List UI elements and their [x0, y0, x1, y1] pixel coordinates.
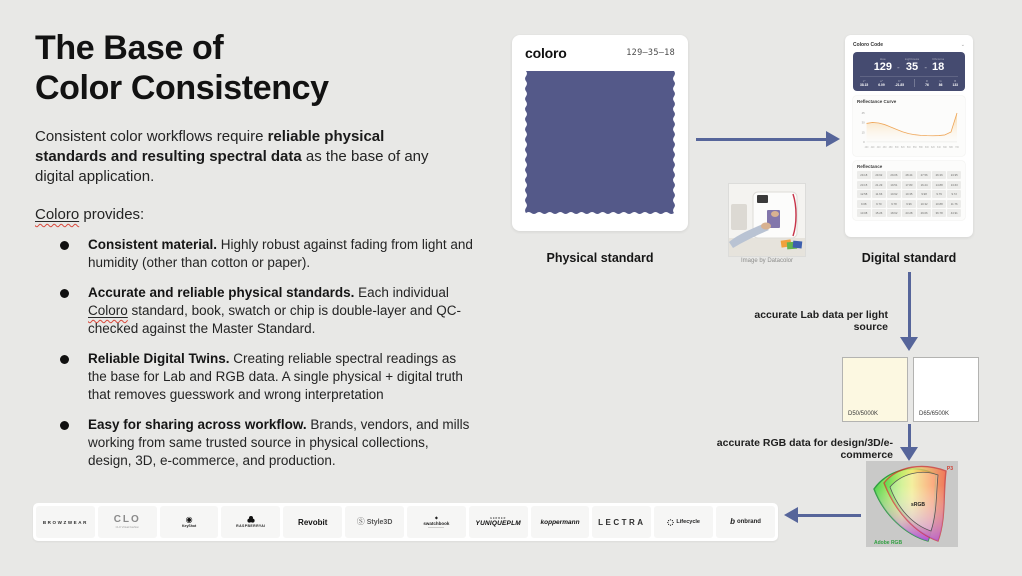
reflectance-value: 9.79: [932, 190, 946, 198]
x-axis-tick: 420: [870, 147, 875, 150]
logo-lifecycle: [654, 506, 713, 538]
provides-line: [35, 206, 144, 223]
reflectance-value: 9.70: [872, 200, 886, 208]
hue-value: 129: [873, 61, 893, 73]
onbrand-wordmark: onbrand: [736, 519, 761, 525]
lifecycle-dots-icon: [667, 519, 674, 526]
adobe-rgb-label: Adobe RGB: [874, 540, 903, 546]
lectra-wordmark: LECTRA: [598, 517, 646, 527]
partner-logo-strip: [33, 503, 778, 541]
bullet-1-lead: Consistent material.: [88, 237, 218, 252]
d65-label: D65/6500K: [919, 411, 950, 417]
reflectance-value: 17.83: [902, 181, 916, 189]
style3d-s-icon: Ⓢ: [356, 517, 365, 526]
intro-bold: reliable physical standards and resulting spectral data: [35, 128, 385, 165]
y-axis-tick: 0: [863, 141, 865, 145]
digital-card-header: [853, 42, 965, 48]
reflectance-value: 10.35: [902, 190, 916, 198]
onbrand-b-icon: b: [730, 517, 735, 526]
coloro-word: Coloro: [88, 303, 128, 319]
coloro-logo: coloro: [525, 45, 567, 61]
lightness-label: Lightness: [904, 57, 920, 61]
hlc-values: [859, 57, 959, 73]
reflectance-value: 13.08: [857, 209, 871, 217]
spectrophotometer-photo: [729, 184, 805, 256]
x-axis-tick: 560: [912, 147, 917, 150]
reflectance-value: 29.06: [917, 209, 931, 217]
arrow-digital-to-lightsources: [908, 272, 911, 338]
bullet-2-text: standard, book, swatch or chip is double-layer and QC-checked against the Master Standard.: [88, 303, 461, 336]
reflectance-value: 10.32: [917, 200, 931, 208]
panel-divider: [860, 76, 958, 77]
panel-metric: L* 38.15: [860, 79, 869, 88]
reflectance-value: 9.78: [887, 200, 901, 208]
arrow-lightsources-to-gamut: [908, 424, 911, 448]
color-code: 129—35—18: [626, 48, 675, 58]
reflectance-table: [857, 171, 961, 217]
chevron-down-icon: ⌄: [960, 41, 965, 48]
reflectance-table-section: [853, 161, 965, 220]
intro-post: as the base of any digital application.: [35, 147, 429, 185]
bullet-3-text: Creating reliable spectral readings as the base for Lab and RGB data. A single physical + digital truth that removes guesswork and wrong interpretation: [88, 351, 463, 402]
metric-divider: [914, 79, 915, 87]
bullet-4-text: Brands, vendors, and mills working from same trusted source in physical collections, design, 3D, e-commerce, and production.: [88, 417, 470, 468]
d50-swatch: [842, 357, 908, 422]
bullet-4-lead: Easy for sharing across workflow.: [88, 417, 307, 433]
d50-label: D50/5000K: [848, 411, 879, 417]
arrow-down-head-icon: [900, 337, 918, 351]
rgb-data-label: accurate RGB data for design/3D/e-commerce: [716, 437, 893, 461]
reflectance-value: 19.51: [887, 181, 901, 189]
intro-pre: Consistent color workflows require: [35, 128, 268, 145]
photo-caption: Image by Datacolor: [740, 258, 794, 264]
x-axis-tick: 520: [900, 147, 905, 150]
color-values-panel: [853, 52, 965, 91]
x-axis-tick: 440: [876, 147, 881, 150]
hue-group: [874, 57, 892, 73]
logo-yuniqueplm: [469, 506, 528, 538]
reflectance-value: 18.62: [887, 209, 901, 217]
provides-rest: provides:: [79, 206, 145, 223]
bullet-3-lead: Reliable Digital Twins.: [88, 351, 230, 367]
clo-subtext: CLO Virtual Fashion: [115, 526, 139, 529]
y-axis-tick: 15: [861, 131, 865, 135]
x-axis-tick: 480: [888, 147, 893, 150]
arrow-physical-to-digital: [696, 138, 826, 141]
logo-revobit: [283, 506, 342, 538]
bullet-list: [35, 236, 473, 482]
swatchbook-icon: ◆: [434, 515, 438, 520]
reflectance-value: 9.96: [902, 200, 916, 208]
chroma-group: [932, 57, 944, 73]
logo-style3d: [345, 506, 404, 538]
srgb-label: sRGB: [911, 502, 925, 508]
reflectance-value: 27.56: [917, 171, 931, 179]
x-axis-tick: 640: [937, 147, 941, 150]
gerber-subtext: GERBER: [490, 517, 507, 520]
spectrophotometer-illustration: [729, 184, 805, 256]
reflectance-value: 12.58: [857, 190, 871, 198]
panel-metric: b* -21.85: [894, 79, 905, 88]
chroma-label: Chroma: [932, 57, 945, 61]
digital-standard-label: Digital standard: [861, 251, 957, 265]
coloro-word: Coloro: [35, 206, 80, 223]
x-axis-tick: 600: [925, 147, 929, 150]
arrow-down-head-icon: [900, 447, 918, 461]
x-axis-tick: 460: [882, 147, 887, 150]
reflectance-value: 23.15: [857, 181, 871, 189]
p3-label: P3: [946, 466, 953, 472]
physical-standard-label: Physical standard: [546, 251, 654, 265]
logo-lectra: [592, 506, 651, 538]
logo-browzwear: [36, 506, 95, 538]
logo-raspberryai: [221, 506, 280, 538]
lightness-value: 35: [905, 61, 919, 73]
curve-title: Reflectance Curve: [857, 99, 897, 105]
koppermann-wordmark: koppermann: [540, 518, 580, 526]
clo-wordmark: CLO: [113, 514, 141, 525]
bullet-item-2: [35, 284, 473, 337]
x-axis-tick: 400: [864, 147, 869, 150]
panel-metric: a* 6.09: [878, 79, 885, 88]
reflectance-value: 29.18: [857, 171, 871, 179]
reflectance-value: 29.06: [887, 171, 901, 179]
x-axis-tick: 700: [955, 147, 959, 150]
x-axis-tick: 680: [949, 147, 953, 150]
reflectance-value: 44.91: [947, 209, 961, 217]
intro-paragraph: [35, 127, 449, 187]
y-axis-tick: 45: [861, 112, 865, 116]
physical-standard-card: [512, 35, 688, 231]
style3d-wordmark: Style3D: [366, 518, 393, 526]
revobit-wordmark: Revobit: [298, 517, 328, 527]
color-gamut-diagram: [866, 461, 958, 547]
fabric-swatch: [524, 69, 676, 217]
lab-rgb-metrics: [859, 79, 959, 87]
gamut-svg: [866, 461, 958, 547]
arrow-left-head-icon: [784, 507, 798, 523]
bullet-item-4: [35, 416, 473, 469]
x-axis-tick: 500: [894, 147, 899, 150]
coloro-code-title: Coloro Code: [853, 42, 883, 48]
reflectance-value: 11.66: [872, 190, 886, 198]
swatchbook-wordmark: swatchbook: [423, 520, 450, 526]
logo-clo: [98, 506, 157, 538]
panel-metric: R 76: [925, 79, 929, 88]
bullet-1-text: Highly robust against fading from light and humidity (other than cotton or paper).: [88, 237, 473, 270]
y-axis-tick: 30: [861, 121, 865, 125]
reflectance-value: 24.95: [947, 171, 961, 179]
page-title: [35, 28, 329, 108]
browzwear-wordmark: BROWZWEAR: [42, 519, 88, 525]
logo-swatchbook: [407, 506, 466, 538]
digital-standard-card: [845, 35, 973, 237]
yuniqueplm-wordmark: YUNIQUEPLM: [475, 520, 521, 527]
bullet-2-lead: Accurate and reliable physical standards.: [88, 285, 355, 301]
physical-card-header: [512, 35, 688, 61]
lightness-group: [905, 57, 920, 73]
reflectance-value: 21.29: [872, 181, 886, 189]
raspberryai-wordmark: RASPBERRYAI: [236, 523, 266, 528]
arrow-right-head-icon: [826, 131, 840, 147]
keyshot-aperture-icon: ◉: [185, 514, 193, 524]
table-title: Reflectance: [857, 164, 883, 170]
keyshot-wordmark: KeyShot: [181, 524, 197, 529]
chroma-value: 18: [932, 61, 945, 73]
raspberry-icon: [247, 516, 255, 523]
logo-onbrand: [716, 506, 775, 538]
x-axis-tick: 540: [906, 147, 911, 150]
reflectance-value: 29.62: [872, 171, 886, 179]
panel-metric: G 86: [938, 79, 943, 88]
reflectance-value: 9.68: [857, 200, 871, 208]
swatchbook-tagline: [428, 527, 444, 528]
reflectance-value: 23.28: [902, 209, 916, 217]
value-separator: -: [897, 63, 900, 73]
panel-metric: B 133: [952, 79, 958, 88]
reflectance-value: 10.88: [932, 200, 946, 208]
title-line-2: Color Consistency: [35, 69, 329, 108]
reflectance-value: 9.98: [917, 190, 931, 198]
reflectance-value: 10.92: [887, 190, 901, 198]
bullet-2-text-pre: Each individual: [354, 285, 449, 301]
bullet-item-3: [35, 350, 473, 403]
reflectance-curve-section: [853, 96, 965, 156]
bullet-item-1: [35, 236, 473, 271]
reflectance-value: 15.26: [872, 209, 886, 217]
reflectance-value: 9.72: [947, 190, 961, 198]
logo-koppermann: [531, 506, 590, 538]
reflectance-value: 36.78: [932, 209, 946, 217]
hue-label: Hue: [879, 57, 886, 61]
value-separator: -: [924, 63, 928, 73]
x-axis-tick: 620: [931, 147, 935, 150]
x-axis-tick: 660: [943, 147, 947, 150]
arrow-gamut-to-logos: [797, 514, 861, 517]
reflectance-curve-chart: [857, 105, 961, 153]
reflectance-value: 28.44: [902, 171, 916, 179]
lab-data-label: accurate Lab data per light source: [754, 309, 888, 333]
reflectance-value: 14.88: [932, 181, 946, 189]
reflectance-value: 26.36: [932, 171, 946, 179]
logo-keyshot: [160, 506, 219, 538]
x-axis-tick: 580: [918, 147, 923, 150]
title-line-1: The Base of: [35, 29, 224, 67]
reflectance-value: 13.63: [947, 181, 961, 189]
reflectance-value: 16.24: [917, 181, 931, 189]
reflectance-value: 11.76: [947, 200, 961, 208]
d65-swatch: [913, 357, 979, 422]
lifecycle-wordmark: Lifecycle: [676, 519, 700, 525]
